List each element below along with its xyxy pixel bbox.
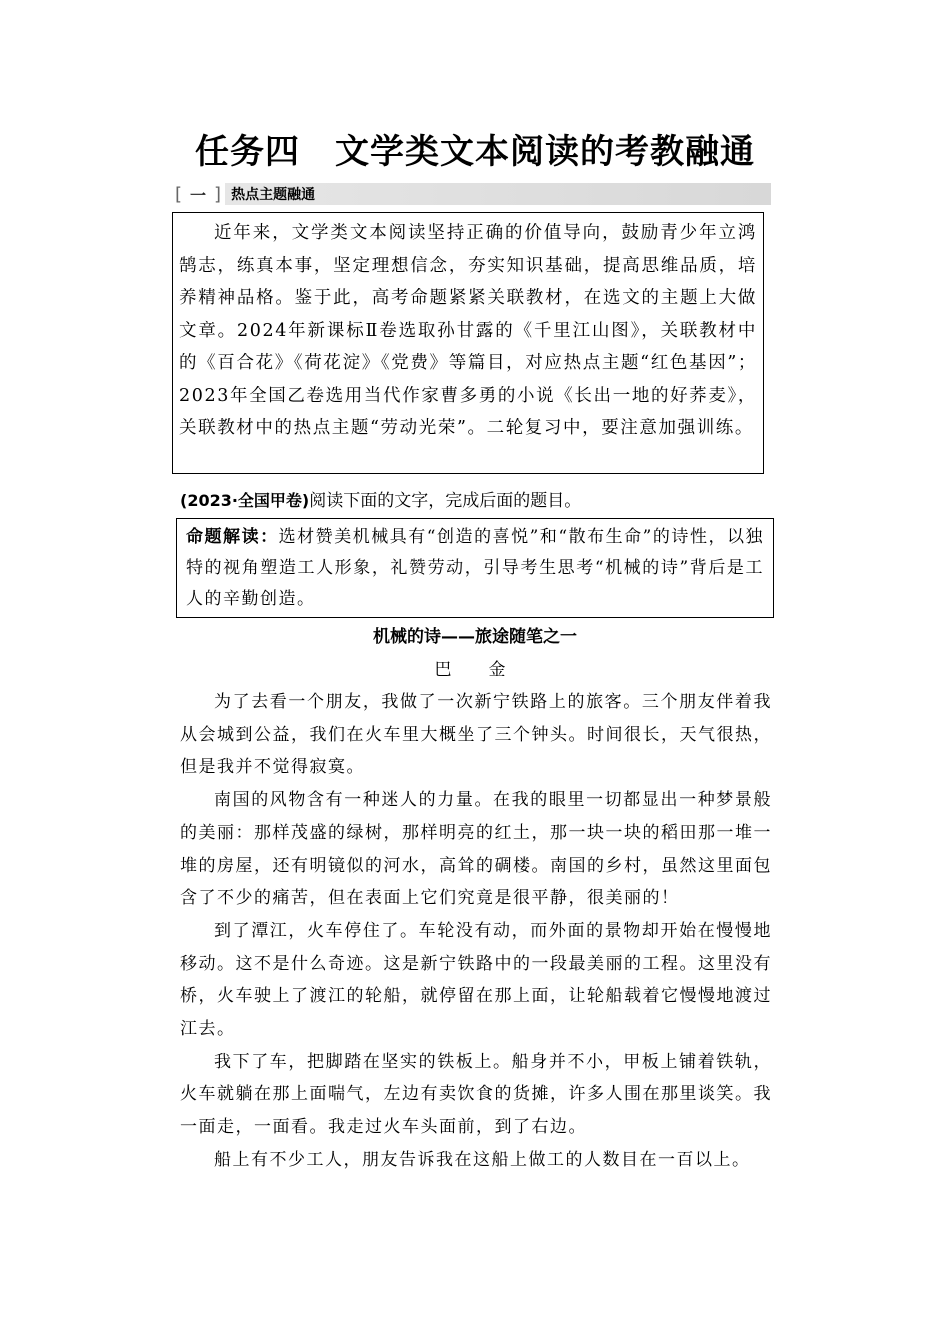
intro-box: 近年来，文学类文本阅读坚持正确的价值导向，鼓励青少年立鸿鹄志，练真本事，坚定理想信念，夯实知识基础，提高思维品质，培养精神品格。鉴于此，高考命题紧紧关联教材，在选文的主题上大做文章。2024年新课标Ⅱ卷选取孙甘露的《千里江山图》，关联教材中的《百合花》《荷花淀》《党费》等篇目，对应热点主题“红色基因”；2023年全国乙卷选用当代作家曹多勇的小说《长出一地的好荞麦》，关联教材中的热点主题“劳动光荣”。二轮复习中，要注意加强训练。 xyxy=(172,212,764,474)
article-paragraph: 我下了车，把脚踏在坚实的铁板上。船身并不小，甲板上铺着铁轨，火车就躺在那上面喘气，左边有卖饮食的货摊，许多人围在那里谈笑。我一面走，一面看。我走过火车头面前，到了右边。 xyxy=(180,1051,772,1138)
section-bracket-left: [ xyxy=(175,183,183,205)
article-paragraph: 为了去看一个朋友，我做了一次新宁铁路上的旅客。三个朋友伴着我从会城到公益，我们在火车里大概坐了三个钟头。时间很长，天气很热，但是我并不觉得寂寞。 xyxy=(180,692,772,778)
section-number: 一 xyxy=(190,185,207,205)
section-banner xyxy=(175,182,771,206)
analysis-text: 选材赞美机械具有“创造的喜悦”和“散布生命”的诗性，以独特的视角塑造工人形象，礼赞劳动，引导考生思考“机械的诗”背后是工人的辛勤创造。 xyxy=(186,527,765,609)
article-body xyxy=(180,686,772,1177)
source-tag: (2023·全国甲卷) xyxy=(180,491,310,510)
section-bracket-right: ] xyxy=(214,183,222,205)
analysis-label: 命题解读： xyxy=(186,527,279,547)
article-author: 巴 金 xyxy=(434,660,516,680)
source-line xyxy=(180,486,581,511)
page-title: 任务四 文学类文本阅读的考教融通 xyxy=(195,132,755,172)
article-paragraph: 船上有不少工人，朋友告诉我在这船上做工的人数目在一百以上。 xyxy=(214,1149,751,1170)
article-title: 机械的诗——旅途随笔之一 xyxy=(373,627,577,647)
article-paragraph: 到了潭江，火车停住了。车轮没有动，而外面的景物却开始在慢慢地移动。这不是什么奇迹。这是新宁铁路中的一段最美丽的工程。这里没有桥，火车驶上了渡江的轮船，就停留在那上面，让轮船载着它慢慢地渡过江去。 xyxy=(180,920,772,1040)
analysis-box xyxy=(176,518,774,618)
source-instruction: 阅读下面的文字，完成后面的题目。 xyxy=(309,491,582,510)
section-label: 热点主题融通 xyxy=(225,183,771,205)
article-paragraph: 南国的风物含有一种迷人的力量。在我的眼里一切都显出一种梦景般的美丽：那样茂盛的绿树，那样明亮的红土，那一块一块的稻田那一堆一堆的房屋，还有明镜似的河水，高耸的碉楼。南国的乡村，虽然这里面包含了不少的痛苦，但在表面上它们究竟是很平静，很美丽的！ xyxy=(180,790,772,909)
